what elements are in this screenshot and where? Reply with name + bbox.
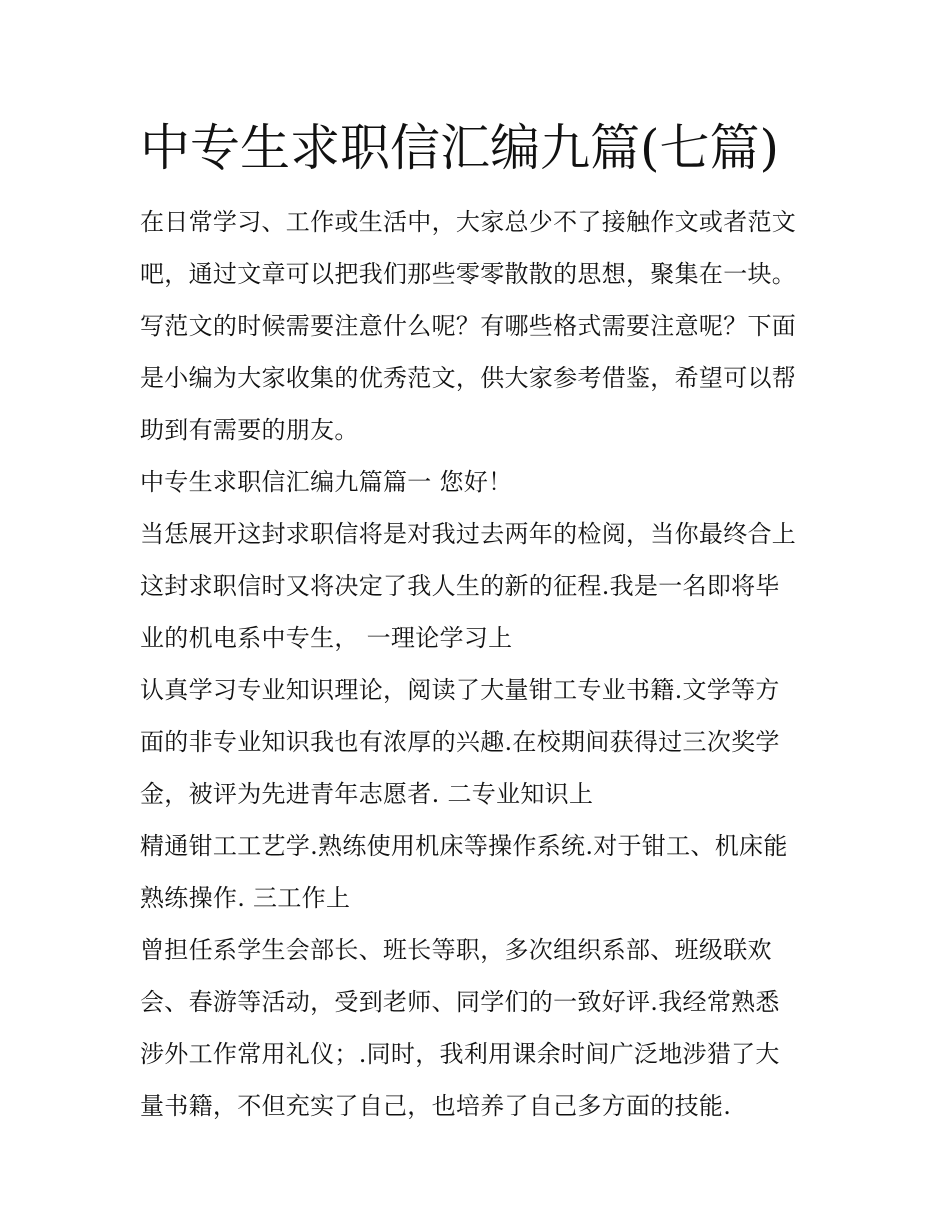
section-heading-line: 中专生求职信汇编九篇篇一 您好！: [140, 468, 513, 496]
body-line: 认真学习专业知识理论，阅读了大量钳工专业书籍.文学等方: [140, 676, 780, 704]
body-line: 涉外工作常用礼仪；.同时，我利用课余时间广泛地涉猎了大: [140, 1040, 780, 1068]
body-line: 曾担任系学生会部长、班长等职，多次组织系部、班级联欢: [140, 936, 772, 964]
body-line: 熟练操作. 三工作上: [140, 884, 351, 912]
body-line: 是小编为大家收集的优秀范文，供大家参考借鉴，希望可以帮: [140, 364, 797, 392]
body-line: 量书籍，不但充实了自己，也培养了自己多方面的技能.: [140, 1092, 732, 1120]
body-line: 精通钳工工艺学.熟练使用机床等操作系统.对于钳工、机床能: [140, 832, 788, 860]
body-line: 业的机电系中专生， 一理论学习上: [140, 624, 513, 652]
body-line: 会、春游等活动，受到老师、同学们的一致好评.我经常熟悉: [140, 988, 780, 1016]
body-line: 这封求职信时又将决定了我人生的新的征程.我是一名即将毕: [140, 572, 780, 600]
body-line: 金，被评为先进青年志愿者. 二专业知识上: [140, 780, 594, 808]
document-body: [140, 196, 820, 1132]
body-line: 当恁展开这封求职信将是对我过去两年的检阅，当你最终合上: [140, 520, 797, 548]
document-title: 中专生求职信汇编九篇(七篇): [140, 119, 780, 177]
body-line: 面的非专业知识我也有浓厚的兴趣.在校期间获得过三次奖学: [140, 728, 780, 756]
body-line: 吧，通过文章可以把我们那些零零散散的思想，聚集在一块。: [140, 260, 797, 288]
body-line: 助到有需要的朋友。: [140, 416, 359, 444]
body-line: 在日常学习、工作或生活中，大家总少不了接触作文或者范文: [140, 208, 797, 236]
body-line: 写范文的时候需要注意什么呢？有哪些格式需要注意呢？下面: [140, 312, 797, 340]
